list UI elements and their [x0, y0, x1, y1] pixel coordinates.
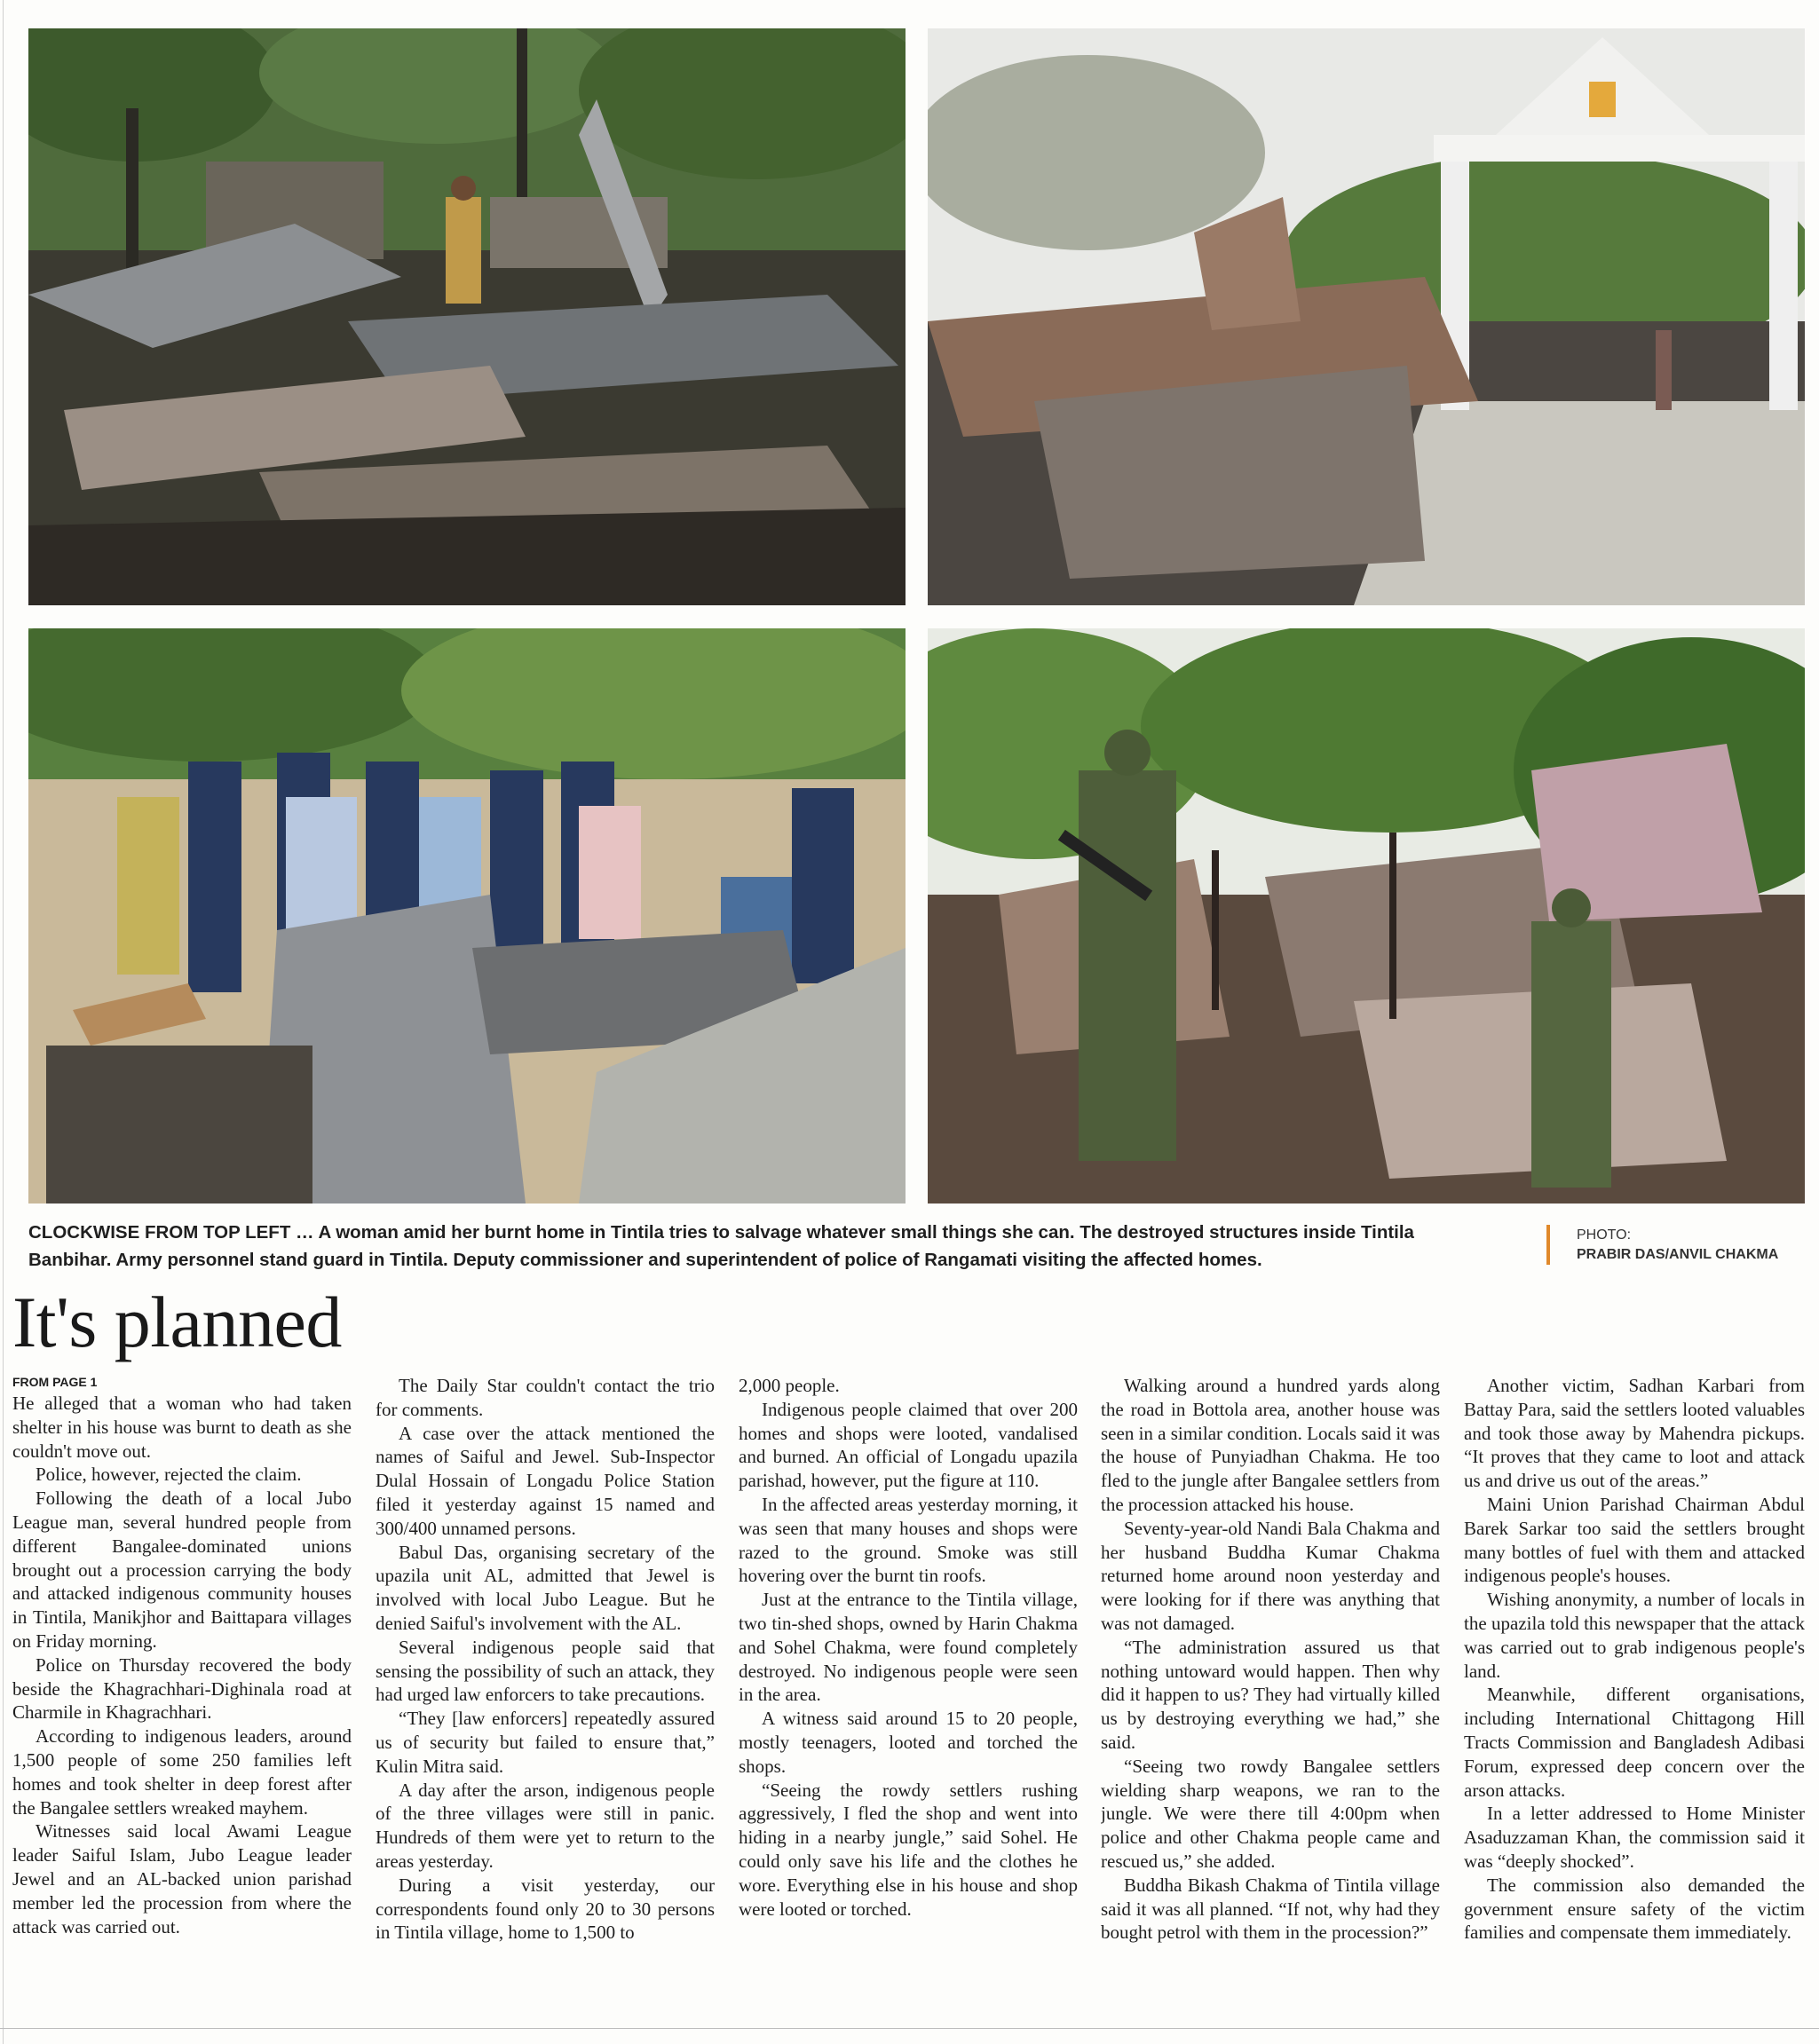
- photo-credit-label: PHOTO:: [1577, 1227, 1632, 1243]
- paragraph: A witness said around 15 to 20 people, mostly teenagers, looted and torched the shops.: [739, 1708, 1078, 1777]
- paragraph: A day after the arson, indigenous people of the three villages were still in panic. Hundreds of them were yet to return to the areas yesterday.: [376, 1779, 715, 1872]
- headline: It's planned: [12, 1282, 342, 1362]
- paragraph: Following the death of a local Jubo League man, several hundred people from different Bangalee-dominated unions brought out a procession carrying the body and attacked indigenous community houses in Tintila, Manikjhor and Baittapara villages on Friday morning.: [12, 1488, 352, 1652]
- photo-caption: CLOCKWISE FROM TOP LEFT … A woman amid her burnt home in Tintila tries to salvage whatever small things she can. The destroyed structures inside Tintila Banbihar. Army personnel stand guard in Tintila. Deputy commissioner and superintendent of police of Rangamati visiting the affected homes.: [28, 1222, 1414, 1270]
- paragraph: 2,000 people.: [739, 1375, 840, 1396]
- paragraph: Police, however, rejected the claim.: [36, 1464, 302, 1486]
- paragraph: The commission also demanded the government ensure safety of the victim families and compensate them immediately.: [1464, 1874, 1805, 1944]
- photo-credit-names: PRABIR DAS/ANVIL CHAKMA: [1577, 1247, 1779, 1262]
- article-column-4: [1101, 1374, 1440, 2013]
- photo-officials-visiting-homes: [28, 628, 906, 1204]
- paragraph: Police on Thursday recovered the body beside the Khagrachhari-Dighinala road at Charmile in Khagrachhari.: [12, 1653, 352, 1724]
- paragraph: He alleged that a woman who had taken shelter in his house was burnt to death as she couldn't move out.: [12, 1393, 352, 1462]
- article-column-1: [12, 1374, 352, 2013]
- paragraph: Meanwhile, different organisations, including International Chittagong Hill Tracts Commission and Bangladesh Adibasi Forum, expressed deep concern over the arson attacks.: [1464, 1684, 1805, 1801]
- article-column-3: [739, 1374, 1078, 2013]
- photo-burnt-home-woman: [28, 28, 906, 605]
- paragraph: “Seeing two rowdy Bangalee settlers wielding sharp weapons, we ran to the jungle. We were there till 4:00pm when police and other Chakma people came and rescued us,” she added.: [1101, 1755, 1440, 1872]
- paragraph: Buddha Bikash Chakma of Tintila village said it was all planned. “If not, why had they bought petrol with them in the procession?”: [1101, 1874, 1440, 1944]
- article-column-5: [1464, 1374, 1805, 2013]
- photo-army-standing-guard: [928, 628, 1805, 1204]
- paragraph: Another victim, Sadhan Karbari from Battay Para, said the settlers looted valuables and took those away by Mahendra pickups. “It proves that they came to loot and attack us and drive us out of the areas.”: [1464, 1375, 1805, 1492]
- paragraph: Maini Union Parishad Chairman Abdul Barek Sarkar too said the settlers brought many bottles of fuel with them and attacked indigenous people's houses.: [1464, 1493, 1805, 1587]
- paragraph: “Seeing the rowdy settlers rushing aggressively, I fled the shop and went into hiding in a nearby jungle,” said Sohel. He could only save his life and the clothes he wore. Everything else in his house and shop were looted or torched.: [739, 1779, 1078, 1920]
- paragraph: Indigenous people claimed that over 200 homes and shops were looted, vandalised and burned. An official of Longadu upazila parishad, however, put the figure at 110.: [739, 1398, 1078, 1492]
- page-edge-rule: [3, 0, 4, 2044]
- paragraph: In a letter addressed to Home Minister Asaduzzaman Khan, the commission said it was “deeply shocked”.: [1464, 1803, 1805, 1872]
- paragraph: Several indigenous people said that sensing the possibility of such an attack, they had urged law enforcers to take precautions.: [376, 1636, 715, 1706]
- paragraph: Seventy-year-old Nandi Bala Chakma and her husband Buddha Kumar Chakma returned home around noon yesterday and were looking for if there was anything that was not damaged.: [1101, 1517, 1440, 1634]
- paragraph: “The administration assured us that nothing untoward would happen. Then why did it happen to us? They had virtually killed us by destroying everything we had,” she said.: [1101, 1636, 1440, 1753]
- article-column-2: [376, 1374, 715, 2013]
- paragraph: Babul Das, organising secretary of the upazila unit AL, admitted that Jewel is involved with local Jubo League. But he denied Saiful's involvement with the AL.: [376, 1541, 715, 1634]
- paragraph: According to indigenous leaders, around 1,500 people of some 250 families left homes and took shelter in deep forest after the Bangalee settlers wreaked mayhem.: [12, 1725, 352, 1819]
- kicker-from-page-1: FROM PAGE 1: [12, 1375, 98, 1389]
- paragraph: Witnesses said local Awami League leader Saiful Islam, Jubo League leader Jewel and an AL-backed union parishad member led the procession from where the attack was carried out.: [12, 1820, 352, 1937]
- credit-accent-bar: [1546, 1225, 1550, 1265]
- paragraph: “They [law enforcers] repeatedly assured us of security but failed to ensure that,” Kulin Mitra said.: [376, 1708, 715, 1777]
- paragraph: A case over the attack mentioned the names of Saiful and Jewel. Sub-Inspector Dulal Hossain of Longadu Police Station filed it yesterday against 15 named and 300/400 unnamed persons.: [376, 1422, 715, 1539]
- photo-credit: [1577, 1226, 1816, 1265]
- paragraph: During a visit yesterday, our correspondents found only 20 to 30 persons in Tintila village, home to 1,500 to: [376, 1874, 715, 1944]
- photo-banbihar-destroyed-structures: [928, 28, 1805, 605]
- paragraph: The Daily Star couldn't contact the trio for comments.: [376, 1375, 715, 1420]
- paragraph: Just at the entrance to the Tintila village, two tin-shed shops, owned by Harin Chakma and Sohel Chakma, were found completely destroyed. No indigenous people were seen in the area.: [739, 1589, 1078, 1706]
- paragraph: In the affected areas yesterday morning, it was seen that many houses and shops were razed to the ground. Smoke was still hovering over the burnt tin roofs.: [739, 1493, 1078, 1587]
- paragraph: Walking around a hundred yards along the road in Bottola area, another house was seen in a similar condition. Locals said it was the house of Punyiadhan Chakma. He too fled to the jungle after Bangalee settlers from the procession attacked his house.: [1101, 1375, 1440, 1515]
- paragraph: Wishing anonymity, a number of locals in the upazila told this newspaper that the attack was carried out to grab indigenous people's land.: [1464, 1589, 1805, 1682]
- bottom-rule: [0, 2028, 1819, 2029]
